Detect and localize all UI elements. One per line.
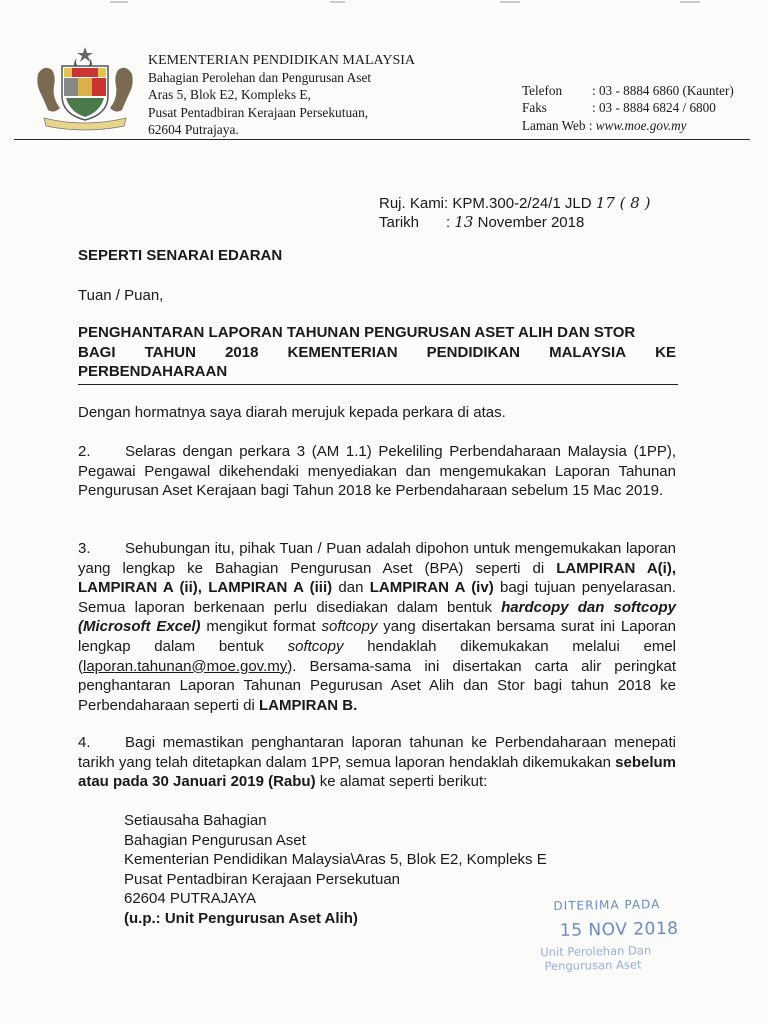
malaysia-crest-logo (30, 44, 140, 134)
tarikh-label: Tarikh (379, 214, 420, 231)
softcopy-term: softcopy (287, 637, 344, 655)
paragraph-1: Dengan hormatnya saya diarah merujuk kepada perkara di atas. (78, 404, 506, 421)
ministry-address-line: Aras 5, Blok E2, Kompleks E, (148, 87, 311, 103)
paragraph-3 (78, 539, 676, 715)
addressee: SEPERTI SENARAI EDARAN (78, 247, 283, 264)
ministry-address-line: Bahagian Perolehan dan Pengurusan Aset (148, 70, 372, 86)
web-row (522, 117, 734, 134)
subject-word: KEMENTERIAN (287, 343, 398, 361)
paragraph-number: 4. (78, 734, 91, 751)
stamp-unit-line: Unit Perolehan Dan (540, 943, 652, 960)
address-line: Bahagian Pengurusan Aset (124, 831, 306, 849)
scan-edge-marks (0, 0, 768, 6)
paragraph-2 (78, 442, 676, 501)
stamp-title: DITERIMA PADA (553, 897, 661, 913)
paragraph-4-text: Bagi memastikan penghantaran laporan tahunan ke Perbendaharaan menepati tarikh yang telah ditetapkan dalam 1PP, semua laporan hendaklah dikemukakan (78, 734, 676, 771)
web-label: Laman Web (522, 117, 586, 133)
ruj-label: Ruj. Kami (379, 195, 445, 212)
subject-word: BAGI (78, 343, 116, 361)
address-attention: (u.p.: Unit Pengurusan Aset Alih) (124, 909, 358, 927)
lampiran-a-iv-ref: LAMPIRAN A (iv) (369, 579, 494, 597)
paragraph-number: 3. (78, 540, 91, 557)
address-line: 62604 PUTRAJAYA (124, 890, 257, 908)
paragraph-3-text: ). Bersama-sama ini disertakan carta alir peringkat penghantaran Laporan Tahunan Pegurusan Aset Alih dan Stor bagi tahun 2018 ke Perbendaharaan seperti di (78, 657, 676, 714)
subject-word: 2018 (225, 343, 259, 361)
web-separator: : (588, 117, 593, 133)
faks-row (522, 99, 734, 116)
reference-block (379, 194, 650, 232)
subject-underline (78, 384, 678, 385)
subject-word: TAHUN (144, 343, 196, 361)
paragraph-3-text: hendaklah dikemukakan melalui emel ( (78, 637, 677, 675)
ruj-handwritten: 17 ( 8 ) (595, 194, 651, 212)
tarikh-separator: : (446, 214, 451, 231)
tarikh-month-year: November 2018 (477, 214, 585, 231)
email-link[interactable]: laporan.tahunan@moe.gov.my (83, 657, 288, 675)
lampiran-a-ref: LAMPIRAN A(i), LAMPIRAN A (ii), LAMPIRAN A (iii) (78, 559, 676, 597)
softcopy-term: softcopy (321, 618, 378, 636)
ruj-value: : KPM.300-2/24/1 JLD (444, 195, 592, 212)
format-emphasis: hardcopy dan softcopy (Microsoft Excel) (78, 598, 676, 636)
telefon-value: : 03 - 8884 6860 (Kaunter) (592, 83, 734, 98)
stamp-date: 15 NOV 2018 (559, 918, 679, 941)
telefon-row (522, 82, 734, 99)
subject-word: MALAYSIA (549, 343, 627, 361)
paragraph-3-text: bagi tujuan penyelarasan. Semua laporan berkenaan perlu disediakan dalam bentuk (78, 579, 677, 616)
contact-block (522, 82, 734, 134)
received-stamp (539, 897, 679, 973)
ministry-name: KEMENTERIAN PENDIDIKAN MALAYSIA (148, 53, 416, 68)
faks-label: Faks (522, 100, 547, 116)
ministry-address-line: 62604 Putrajaya. (148, 121, 239, 137)
delivery-address (124, 811, 547, 929)
letterhead-divider (14, 139, 750, 140)
stamp-unit-line: Pengurusan Aset (544, 957, 642, 974)
address-line: Setiausaha Bahagian (124, 812, 267, 829)
faks-value: : 03 - 8884 6824 / 6800 (592, 100, 716, 116)
address-line: Kementerian Pendidikan Malaysia\Aras 5, Blok E2, Kompleks E (124, 851, 547, 869)
ruj-row (379, 194, 650, 213)
ministry-letterhead (148, 52, 415, 138)
subject-heading (78, 323, 676, 382)
paragraph-number: 2. (78, 443, 91, 460)
salutation: Tuan / Puan, (78, 287, 164, 304)
paragraph-3-text: yang disertakan bersama surat ini Laporan lengkap dalam bentuk (78, 618, 676, 655)
ministry-address-line: Pusat Pentadbiran Kerajaan Persekutuan, (148, 104, 369, 120)
paragraph-2-text: Selaras dengan perkara 3 (AM 1.1) Pekeliling Perbendaharaan Malaysia (1PP), Pegawai Pengawal dikehendaki menyediakan dan mengemukakan Laporan Tahunan Pengurusan Aset Kerajaan bagi Tahun 2018 ke Perbendaharaan sebelum 15 Mac 2019. (78, 443, 676, 500)
subject-word: KE (655, 343, 676, 361)
lampiran-b-ref: LAMPIRAN B. (258, 696, 358, 714)
subject-word: PENDIDIKAN (426, 343, 520, 361)
paragraph-3-text: dan (332, 579, 370, 597)
paragraph-3-text: Sehubungan itu, pihak Tuan / Puan adalah dipohon untuk mengemukakan laporan yang lengkap ke Bahagian Pengurusan Aset (BPA) seperti di (78, 540, 676, 577)
telefon-label: Telefon (522, 83, 563, 98)
subject-line-3: PERBENDAHARAAN (78, 363, 228, 381)
subject-line-1: PENGHANTARAN LAPORAN TAHUNAN PENGURUSAN ASET ALIH DAN STOR (78, 324, 636, 341)
paragraph-4-text: ke alamat seperti berikut: (315, 773, 488, 791)
address-line: Pusat Pentadbiran Kerajaan Persekutuan (124, 870, 401, 888)
paragraph-4 (78, 733, 676, 792)
deadline-emphasis: sebelum atau pada 30 Januari 2019 (Rabu) (78, 753, 676, 791)
tarikh-handwritten-day: 13 (454, 213, 474, 231)
tarikh-row (379, 213, 650, 232)
subject-line-2 (78, 343, 676, 363)
web-link[interactable]: www.moe.gov.my (595, 117, 687, 133)
paragraph-3-text: mengikut format (200, 618, 322, 636)
